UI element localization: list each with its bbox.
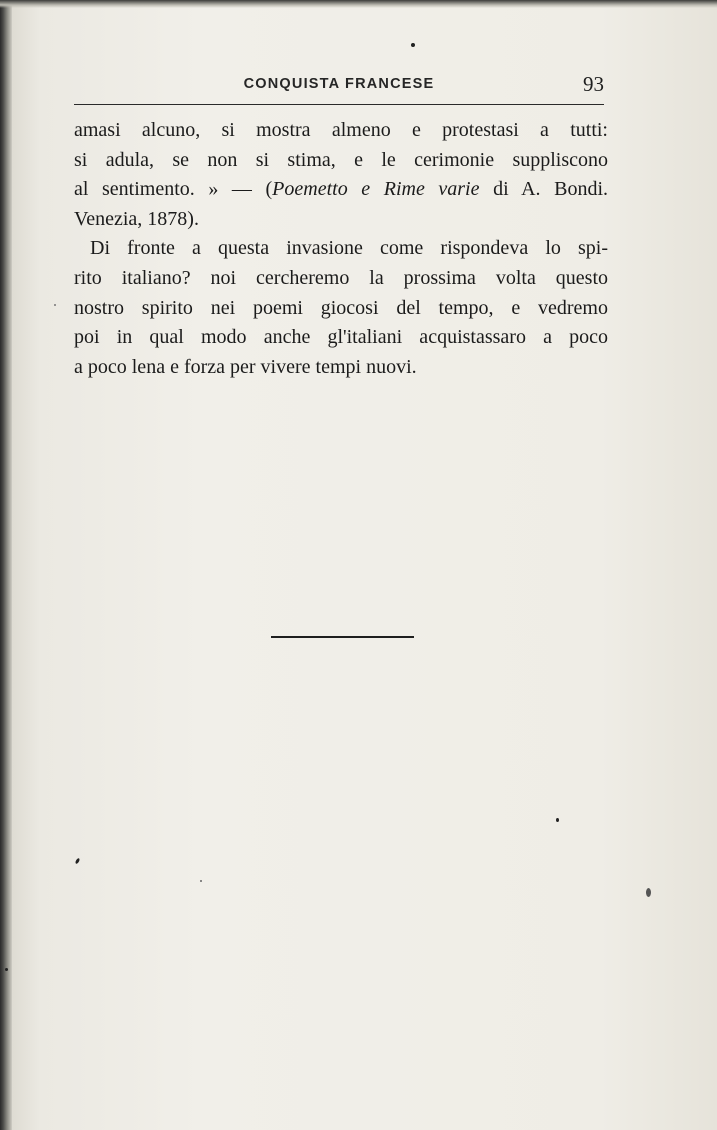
text-segment: al sentimento. » — (: [74, 178, 273, 201]
text-segment: di A. Bondi.: [479, 178, 609, 201]
scan-speck: [54, 304, 56, 306]
text-line: [74, 323, 608, 353]
text-segment: poi in qual modo anche gl'italiani acquistassaro a poco: [74, 326, 608, 349]
header-rule: [74, 104, 604, 105]
text-line: [74, 264, 608, 294]
text-line: [74, 146, 608, 176]
scan-speck: [5, 968, 8, 971]
body-text: [74, 116, 608, 382]
end-of-text-rule: [271, 636, 414, 638]
text-line: [74, 294, 608, 324]
text-segment: amasi alcuno, si mostra almeno e protestasi a tutti:: [74, 119, 608, 141]
text-line: [74, 234, 608, 264]
scan-speck: [556, 818, 559, 822]
text-segment: si adula, se non si stima, e le cerimonie suppliscono: [74, 148, 608, 171]
running-head: [74, 72, 604, 98]
text-line: [74, 205, 608, 235]
text-segment: Venezia, 1878).: [74, 207, 199, 230]
scan-speck: [646, 888, 651, 897]
page-number: 93: [583, 72, 604, 96]
text-segment: Di fronte a questa invasione come rispondeva lo spi-: [90, 237, 608, 260]
scan-speck: [200, 880, 202, 882]
scan-speck: [411, 43, 415, 47]
text-line: [74, 175, 608, 205]
text-line: [74, 116, 608, 146]
italic-title: Poemetto e Rime varie: [272, 178, 480, 201]
text-segment: a poco lena e forza per vivere tempi nuovi.: [74, 355, 417, 378]
running-title: CONQUISTA FRANCESE: [243, 76, 435, 92]
scan-top-shadow: [0, 0, 717, 8]
text-segment: nostro spirito nei poemi giocosi del tempo, e vedremo: [74, 296, 608, 319]
text-segment: rito italiano? noi cercheremo la prossima volta questo: [74, 266, 608, 289]
text-line: [74, 353, 608, 383]
book-binding-edge: [0, 0, 12, 1130]
